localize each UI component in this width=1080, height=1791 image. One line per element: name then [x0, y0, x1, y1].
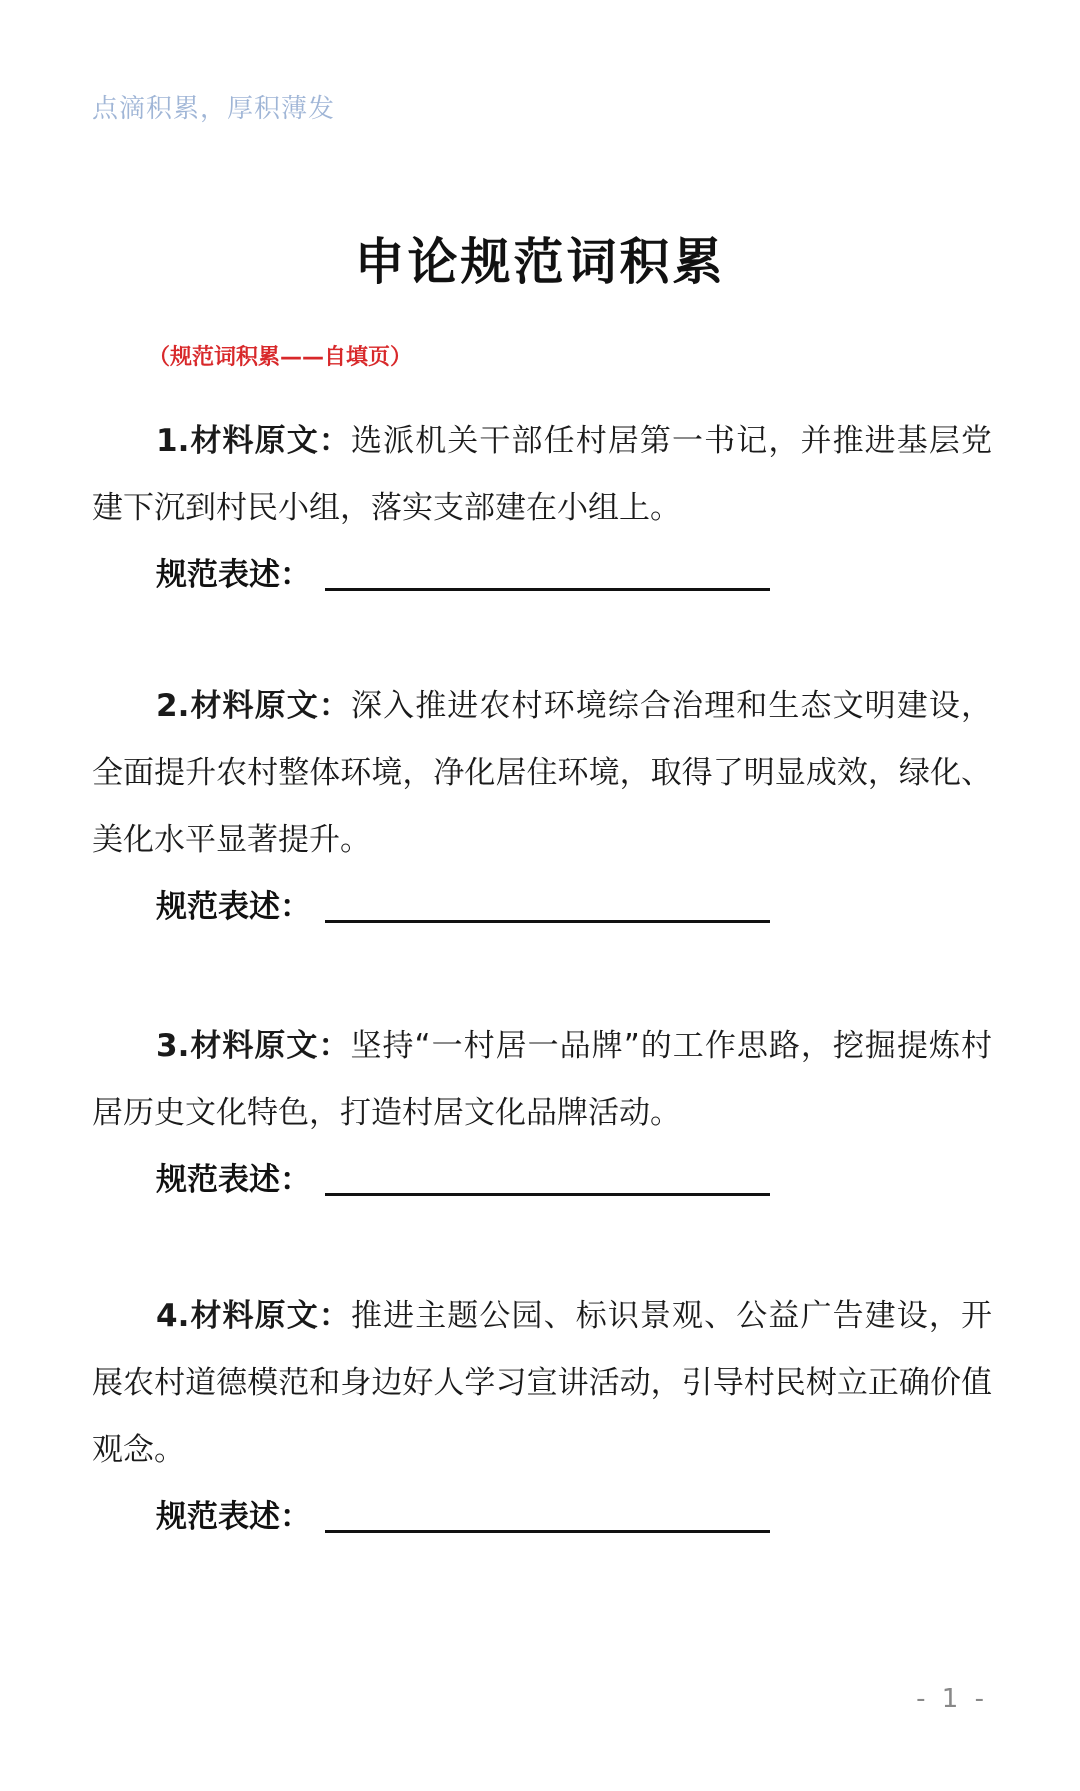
answer-blank[interactable]	[325, 1530, 770, 1533]
answer-blank[interactable]	[325, 920, 770, 923]
answer-label: 规范表述：	[156, 1162, 311, 1198]
material-paragraph	[92, 673, 992, 874]
material-paragraph	[92, 1283, 992, 1484]
answer-blank[interactable]	[325, 1193, 770, 1196]
page-title: 申论规范词积累	[354, 233, 726, 291]
material-label: 4.材料原文：	[156, 1298, 351, 1334]
material-label: 3.材料原文：	[156, 1028, 351, 1064]
answer-label: 规范表述：	[156, 557, 311, 593]
answer-row	[92, 1484, 992, 1551]
answer-row	[92, 1147, 992, 1214]
material-text: 推进主题公园、标识景观、公益广告建设，开展农村道德模范和身边好人学习宣讲活动，引导村民树立正确价值观念。	[92, 1298, 992, 1468]
material-label: 2.材料原文：	[156, 688, 351, 724]
header-slogan: 点滴积累，厚积薄发	[92, 94, 336, 124]
answer-label: 规范表述：	[156, 889, 311, 925]
answer-blank[interactable]	[325, 588, 770, 591]
page-number: - 1 -	[916, 1684, 988, 1714]
exercise-item-3	[92, 1013, 992, 1214]
exercise-item-1	[92, 408, 992, 609]
material-label: 1.材料原文：	[156, 423, 351, 459]
page-subtitle: （规范词积累——自填页）	[148, 345, 413, 370]
material-paragraph	[92, 1013, 992, 1147]
material-paragraph	[92, 408, 992, 542]
exercise-item-4	[92, 1283, 992, 1551]
answer-label: 规范表述：	[156, 1499, 311, 1535]
answer-row	[92, 874, 992, 941]
exercise-item-2	[92, 673, 992, 941]
material-text: 选派机关干部任村居第一书记，并推进基层党建下沉到村民小组，落实支部建在小组上。	[92, 423, 992, 526]
material-text: 坚持“一村居一品牌”的工作思路，挖掘提炼村居历史文化特色，打造村居文化品牌活动。	[92, 1028, 992, 1131]
answer-row	[92, 542, 992, 609]
material-text: 深入推进农村环境综合治理和生态文明建设，全面提升农村整体环境，净化居住环境，取得了明显成效，绿化、美化水平显著提升。	[92, 688, 992, 858]
